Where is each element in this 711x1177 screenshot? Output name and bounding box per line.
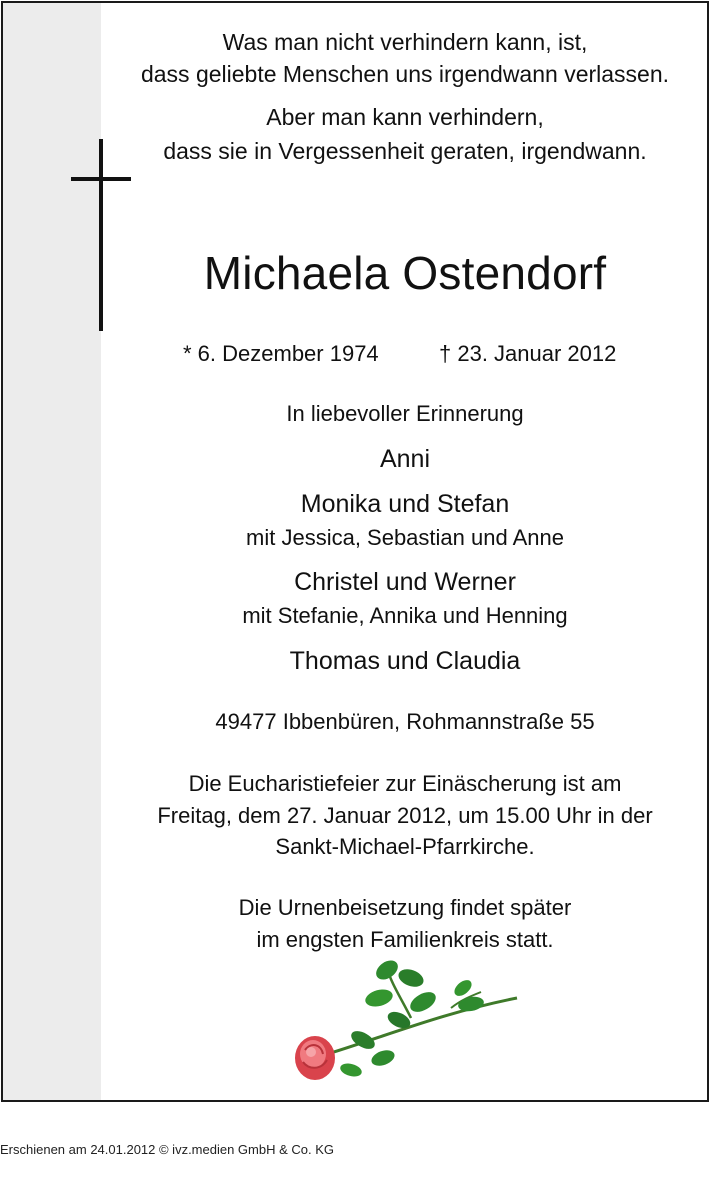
mourner-family-2-children: mit Stefanie, Annika und Henning (242, 603, 568, 628)
quote-line-3: Aber man kann verhindern, (266, 104, 544, 130)
sidebar-band (3, 3, 101, 1100)
mourners-intro: In liebevoller Erinnerung (286, 401, 524, 426)
mourner-family-2: Christel und Werner (294, 568, 516, 596)
mourner-family-3: Thomas und Claudia (289, 647, 521, 675)
publication-note: Erschienen am 24.01.2012 © ivz.medien GmbH & Co. KG (0, 1142, 335, 1157)
quote-line-2: dass geliebte Menschen uns irgendwann verlassen. (140, 61, 670, 87)
birth-date: * 6. Dezember 1974 (183, 341, 379, 366)
mourner-family-1-children: mit Jessica, Sebastian und Anne (246, 525, 564, 550)
burial-line-2: im engsten Familienkreis statt. (256, 927, 554, 952)
quote-line-4: dass sie in Vergessenheit geraten, irgendwann. (163, 138, 647, 164)
mourner-family-1: Monika und Stefan (300, 490, 510, 518)
service-line-2: Freitag, dem 27. Januar 2012, um 15.00 Uhr in der (157, 803, 653, 828)
service-line-1: Die Eucharistiefeier zur Einäscherung ist am (188, 771, 622, 796)
address: 49477 Ibbenbüren, Rohmannstraße 55 (215, 709, 595, 734)
mourner-anni: Anni (379, 445, 431, 473)
quote-line-1: Was man nicht verhindern kann, ist, (222, 29, 588, 55)
deceased-name: Michaela Ostendorf (203, 247, 607, 299)
rose-icon (291, 958, 521, 1088)
service-line-3: Sankt-Michael-Pfarrkirche. (275, 834, 535, 859)
burial-line-1: Die Urnenbeisetzung findet später (238, 895, 572, 920)
life-dates (103, 343, 707, 369)
death-date: † 23. Januar 2012 (439, 341, 617, 366)
obituary-notice (1, 1, 709, 1102)
